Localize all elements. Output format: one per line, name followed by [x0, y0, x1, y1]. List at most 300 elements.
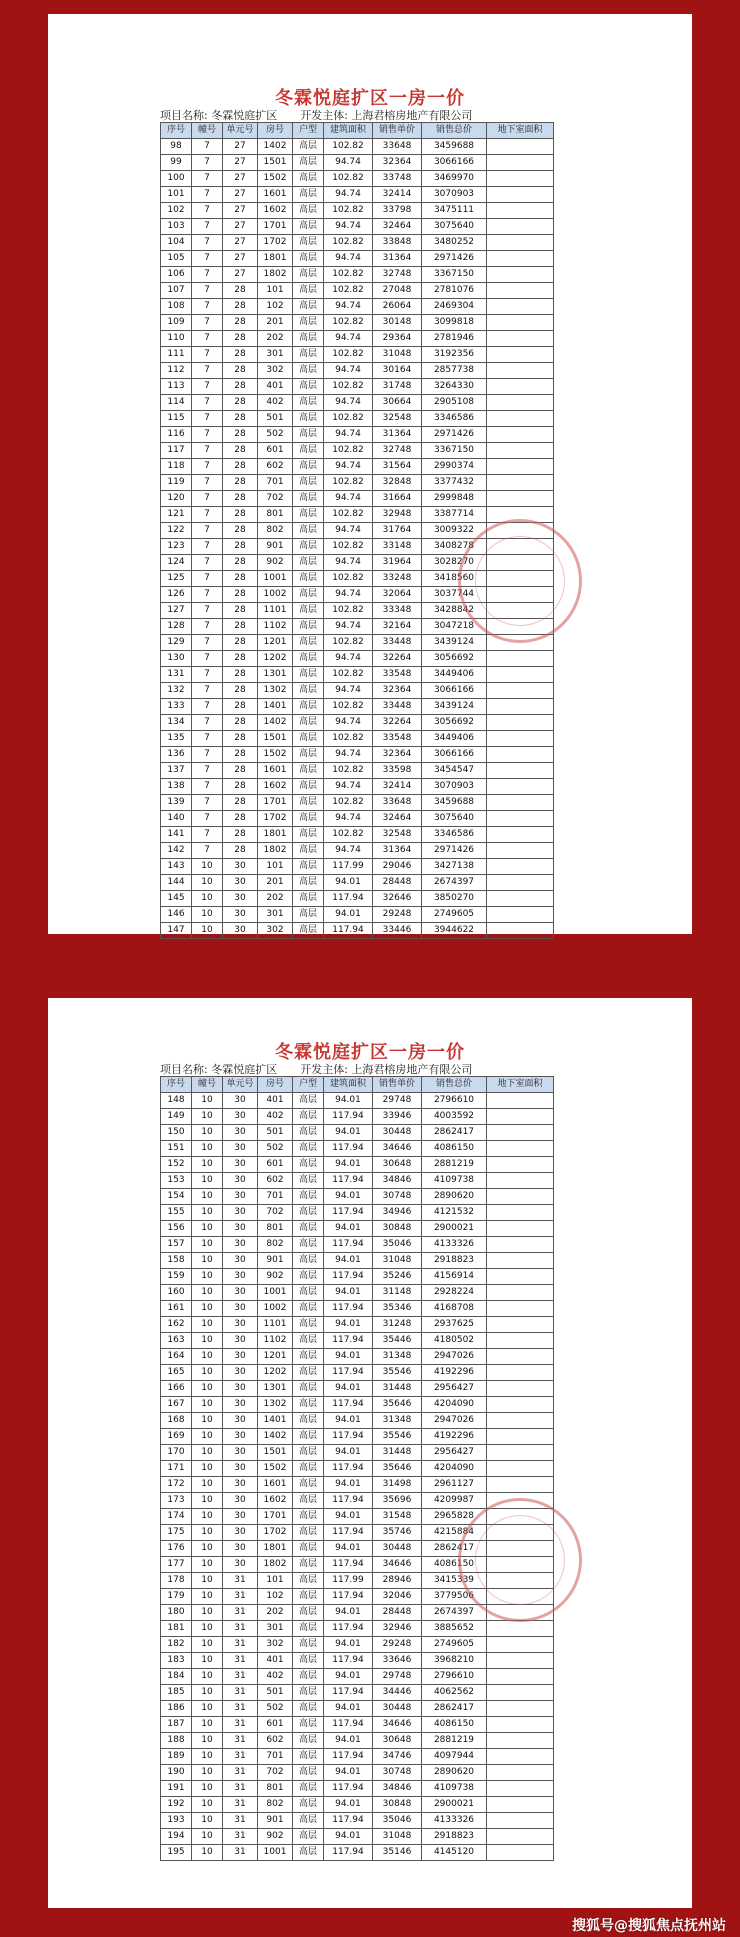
- table-cell: 4109738: [422, 1781, 487, 1797]
- table-cell: 124: [161, 555, 192, 571]
- table-cell: 171: [161, 1461, 192, 1477]
- table-cell: 高层: [293, 1797, 324, 1813]
- table-cell: 高层: [293, 731, 324, 747]
- table-cell: 10: [192, 1109, 223, 1125]
- table-cell: 1402: [258, 1429, 293, 1445]
- table-cell: 10: [192, 1413, 223, 1429]
- table-cell: 30: [223, 1365, 258, 1381]
- table-cell: [487, 779, 554, 795]
- table-cell: 10: [192, 1589, 223, 1605]
- table-cell: 94.74: [324, 491, 373, 507]
- table-cell: 94.74: [324, 555, 373, 571]
- table-cell: 102.82: [324, 507, 373, 523]
- table-cell: 32364: [373, 683, 422, 699]
- table-cell: 131: [161, 667, 192, 683]
- table-cell: 7: [192, 475, 223, 491]
- table-cell: 179: [161, 1589, 192, 1605]
- table-cell: 7: [192, 603, 223, 619]
- table-cell: 高层: [293, 1557, 324, 1573]
- table-cell: 高层: [293, 1493, 324, 1509]
- table-cell: 150: [161, 1125, 192, 1141]
- table-cell: 501: [258, 1685, 293, 1701]
- table-cell: 28: [223, 555, 258, 571]
- table-cell: 302: [258, 1637, 293, 1653]
- table-cell: 31548: [373, 1509, 422, 1525]
- table-cell: [487, 731, 554, 747]
- table-row: [161, 1269, 554, 1285]
- table-cell: 高层: [293, 155, 324, 171]
- table-cell: 302: [258, 363, 293, 379]
- table-cell: 3070903: [422, 779, 487, 795]
- table-cell: 3475111: [422, 203, 487, 219]
- table-cell: 167: [161, 1397, 192, 1413]
- table-cell: 高层: [293, 139, 324, 155]
- table-cell: [487, 251, 554, 267]
- table-cell: 601: [258, 1717, 293, 1733]
- table-row: [161, 1125, 554, 1141]
- table-cell: 1802: [258, 267, 293, 283]
- table-cell: [487, 1189, 554, 1205]
- table-cell: 163: [161, 1333, 192, 1349]
- table-cell: 29748: [373, 1669, 422, 1685]
- table-cell: 高层: [293, 651, 324, 667]
- table-cell: 28: [223, 795, 258, 811]
- table-cell: 94.01: [324, 1765, 373, 1781]
- table-cell: 28: [223, 747, 258, 763]
- table-cell: 30: [223, 1317, 258, 1333]
- table-cell: 29248: [373, 1637, 422, 1653]
- table-cell: 28448: [373, 1605, 422, 1621]
- table-cell: 102.82: [324, 571, 373, 587]
- table-cell: 30448: [373, 1125, 422, 1141]
- table-cell: 高层: [293, 1781, 324, 1797]
- table-cell: 94.74: [324, 251, 373, 267]
- table-cell: 31964: [373, 555, 422, 571]
- table-cell: 高层: [293, 891, 324, 907]
- table-cell: 7: [192, 299, 223, 315]
- table-cell: [487, 1413, 554, 1429]
- table-cell: 32264: [373, 715, 422, 731]
- table-cell: 1301: [258, 667, 293, 683]
- table-cell: 高层: [293, 411, 324, 427]
- table-cell: 28: [223, 667, 258, 683]
- table-cell: 30664: [373, 395, 422, 411]
- table-cell: 10: [192, 1765, 223, 1781]
- table-cell: 173: [161, 1493, 192, 1509]
- table-cell: 181: [161, 1621, 192, 1637]
- table-cell: 7: [192, 203, 223, 219]
- table-cell: 28: [223, 315, 258, 331]
- table-row: [161, 1717, 554, 1733]
- table-cell: 10: [192, 1557, 223, 1573]
- table-cell: 1702: [258, 1525, 293, 1541]
- table-cell: 1601: [258, 763, 293, 779]
- table-cell: 30: [223, 875, 258, 891]
- table-cell: 94.01: [324, 1093, 373, 1109]
- table-cell: 132: [161, 683, 192, 699]
- table-cell: [487, 459, 554, 475]
- table-cell: 10: [192, 1573, 223, 1589]
- table-cell: 10: [192, 1445, 223, 1461]
- table-cell: 32264: [373, 651, 422, 667]
- table-cell: 7: [192, 827, 223, 843]
- table-cell: 高层: [293, 1301, 324, 1317]
- table-cell: 102.82: [324, 267, 373, 283]
- project-name: 冬霖悦庭扩区: [211, 109, 278, 122]
- table-row: [161, 299, 554, 315]
- table-cell: 30: [223, 1269, 258, 1285]
- table-cell: 186: [161, 1701, 192, 1717]
- table-cell: 35696: [373, 1493, 422, 1509]
- table-cell: 102.82: [324, 283, 373, 299]
- table-cell: 194: [161, 1829, 192, 1845]
- table-cell: [487, 1237, 554, 1253]
- table-cell: 94.74: [324, 331, 373, 347]
- table-cell: [487, 363, 554, 379]
- table-cell: 2881219: [422, 1157, 487, 1173]
- table-cell: 402: [258, 395, 293, 411]
- table-cell: [487, 395, 554, 411]
- table-cell: [487, 1093, 554, 1109]
- table-cell: 117.94: [324, 1621, 373, 1637]
- table-cell: 142: [161, 843, 192, 859]
- table-cell: 168: [161, 1413, 192, 1429]
- table-cell: 10: [192, 1189, 223, 1205]
- table-row: [161, 1221, 554, 1237]
- table-cell: 33448: [373, 635, 422, 651]
- table-cell: 121: [161, 507, 192, 523]
- table-row: [161, 1429, 554, 1445]
- table-row: [161, 363, 554, 379]
- table-cell: 106: [161, 267, 192, 283]
- table-cell: 31: [223, 1637, 258, 1653]
- table-cell: 7: [192, 267, 223, 283]
- table-cell: 31048: [373, 1253, 422, 1269]
- table-cell: 27: [223, 203, 258, 219]
- table-cell: 10: [192, 1733, 223, 1749]
- table-cell: 117.94: [324, 1653, 373, 1669]
- table-cell: 31: [223, 1589, 258, 1605]
- table-cell: 1602: [258, 779, 293, 795]
- table-cell: [487, 443, 554, 459]
- table-cell: 94.74: [324, 715, 373, 731]
- table-cell: 高层: [293, 875, 324, 891]
- table-cell: 1702: [258, 235, 293, 251]
- table-cell: 高层: [293, 1333, 324, 1349]
- table-cell: 30748: [373, 1189, 422, 1205]
- table-cell: 701: [258, 1189, 293, 1205]
- table-cell: 高层: [293, 811, 324, 827]
- table-cell: [487, 411, 554, 427]
- table-row: [161, 459, 554, 475]
- column-header: 单元号: [223, 1077, 258, 1093]
- table-cell: 102.82: [324, 667, 373, 683]
- table-row: [161, 1477, 554, 1493]
- column-header: 房号: [258, 123, 293, 139]
- table-cell: 127: [161, 603, 192, 619]
- column-header: 销售总价: [422, 1077, 487, 1093]
- table-cell: 1102: [258, 619, 293, 635]
- sheet-title: 冬霖悦庭扩区一房一价: [275, 88, 465, 109]
- table-cell: [487, 747, 554, 763]
- table-cell: 702: [258, 1205, 293, 1221]
- table-cell: 31364: [373, 843, 422, 859]
- table-cell: 高层: [293, 1157, 324, 1173]
- table-cell: 1202: [258, 651, 293, 667]
- table-cell: 高层: [293, 1381, 324, 1397]
- table-cell: 10: [192, 1637, 223, 1653]
- table-cell: 高层: [293, 315, 324, 331]
- table-cell: 4215884: [422, 1525, 487, 1541]
- table-cell: 高层: [293, 299, 324, 315]
- table-cell: 102.82: [324, 795, 373, 811]
- table-cell: [487, 1109, 554, 1125]
- table-cell: 4003592: [422, 1109, 487, 1125]
- table-cell: 1502: [258, 1461, 293, 1477]
- table-cell: 高层: [293, 635, 324, 651]
- table-row: [161, 747, 554, 763]
- table-cell: 7: [192, 283, 223, 299]
- table-cell: 10: [192, 1317, 223, 1333]
- table-cell: 117.94: [324, 1205, 373, 1221]
- table-cell: 30: [223, 1125, 258, 1141]
- table-cell: 3056692: [422, 715, 487, 731]
- table-cell: 30: [223, 1253, 258, 1269]
- table-cell: 30: [223, 1381, 258, 1397]
- table-cell: 602: [258, 1173, 293, 1189]
- table-cell: 3075640: [422, 811, 487, 827]
- table-cell: 10: [192, 1509, 223, 1525]
- column-header: 序号: [161, 1077, 192, 1093]
- table-cell: 28: [223, 571, 258, 587]
- table-row: [161, 683, 554, 699]
- table-cell: 7: [192, 683, 223, 699]
- table-cell: 高层: [293, 1189, 324, 1205]
- table-cell: 602: [258, 459, 293, 475]
- table-cell: 141: [161, 827, 192, 843]
- table-cell: 2469304: [422, 299, 487, 315]
- table-cell: [487, 891, 554, 907]
- table-cell: 高层: [293, 1749, 324, 1765]
- table-cell: 28: [223, 811, 258, 827]
- table-cell: 高层: [293, 923, 324, 939]
- table-cell: 94.01: [324, 1381, 373, 1397]
- table-cell: 7: [192, 715, 223, 731]
- table-cell: 1601: [258, 187, 293, 203]
- table-row: [161, 411, 554, 427]
- table-cell: 34846: [373, 1781, 422, 1797]
- table-cell: 高层: [293, 283, 324, 299]
- table-cell: 182: [161, 1637, 192, 1653]
- table-cell: 172: [161, 1477, 192, 1493]
- column-header: 销售单价: [373, 123, 422, 139]
- table-cell: 102.82: [324, 475, 373, 491]
- table-cell: 115: [161, 411, 192, 427]
- company-seal: [458, 519, 582, 643]
- table-cell: 158: [161, 1253, 192, 1269]
- table-cell: 高层: [293, 187, 324, 203]
- table-cell: 高层: [293, 1605, 324, 1621]
- table-cell: 高层: [293, 1141, 324, 1157]
- table-cell: [487, 923, 554, 939]
- table-cell: 94.74: [324, 843, 373, 859]
- table-cell: 31: [223, 1813, 258, 1829]
- table-cell: 502: [258, 1701, 293, 1717]
- table-cell: 109: [161, 315, 192, 331]
- table-row: [161, 491, 554, 507]
- table-cell: 2956427: [422, 1445, 487, 1461]
- table-cell: 29248: [373, 907, 422, 923]
- table-cell: 166: [161, 1381, 192, 1397]
- table-cell: 3439124: [422, 635, 487, 651]
- table-cell: 160: [161, 1285, 192, 1301]
- table-cell: 28: [223, 523, 258, 539]
- table-cell: 401: [258, 379, 293, 395]
- table-cell: 30848: [373, 1221, 422, 1237]
- table-cell: 3850270: [422, 891, 487, 907]
- table-cell: 94.01: [324, 1189, 373, 1205]
- table-cell: 102: [258, 299, 293, 315]
- table-row: [161, 1189, 554, 1205]
- table-cell: 401: [258, 1653, 293, 1669]
- table-cell: 3346586: [422, 827, 487, 843]
- table-cell: 117.94: [324, 1525, 373, 1541]
- table-cell: [487, 715, 554, 731]
- table-cell: 191: [161, 1781, 192, 1797]
- table-cell: 4133326: [422, 1237, 487, 1253]
- column-header: 房号: [258, 1077, 293, 1093]
- table-cell: 94.01: [324, 1285, 373, 1301]
- table-cell: 33548: [373, 731, 422, 747]
- table-cell: 117.94: [324, 1173, 373, 1189]
- table-cell: 117.94: [324, 1365, 373, 1381]
- table-cell: 高层: [293, 1093, 324, 1109]
- table-cell: 94.74: [324, 395, 373, 411]
- table-cell: 801: [258, 1221, 293, 1237]
- table-cell: 高层: [293, 475, 324, 491]
- table-cell: 34646: [373, 1141, 422, 1157]
- table-cell: 31748: [373, 379, 422, 395]
- table-cell: 7: [192, 139, 223, 155]
- table-cell: 102.82: [324, 635, 373, 651]
- table-cell: 高层: [293, 1669, 324, 1685]
- table-cell: 高层: [293, 443, 324, 459]
- table-cell: 高层: [293, 747, 324, 763]
- table-cell: [487, 811, 554, 827]
- table-cell: 178: [161, 1573, 192, 1589]
- table-cell: 31364: [373, 427, 422, 443]
- table-cell: 27: [223, 219, 258, 235]
- table-cell: 137: [161, 763, 192, 779]
- table-cell: 94.74: [324, 779, 373, 795]
- table-row: [161, 347, 554, 363]
- table-cell: 2881219: [422, 1733, 487, 1749]
- table-cell: 102.82: [324, 411, 373, 427]
- table-cell: 高层: [293, 203, 324, 219]
- table-cell: 2674397: [422, 1605, 487, 1621]
- table-cell: [487, 1653, 554, 1669]
- table-cell: 32414: [373, 779, 422, 795]
- table-cell: 10: [192, 1685, 223, 1701]
- table-cell: 10: [192, 1749, 223, 1765]
- table-cell: 30: [223, 859, 258, 875]
- table-cell: [487, 1829, 554, 1845]
- table-cell: 174: [161, 1509, 192, 1525]
- table-row: [161, 1253, 554, 1269]
- table-cell: 高层: [293, 1205, 324, 1221]
- table-cell: 33648: [373, 139, 422, 155]
- table-cell: [487, 1445, 554, 1461]
- table-cell: 高层: [293, 795, 324, 811]
- table-cell: 高层: [293, 779, 324, 795]
- table-cell: 116: [161, 427, 192, 443]
- table-cell: 高层: [293, 571, 324, 587]
- table-cell: 1801: [258, 827, 293, 843]
- table-cell: 34646: [373, 1717, 422, 1733]
- table-cell: 2971426: [422, 843, 487, 859]
- table-cell: 94.01: [324, 1669, 373, 1685]
- table-cell: 高层: [293, 1829, 324, 1845]
- table-cell: 102.82: [324, 603, 373, 619]
- table-row: [161, 891, 554, 907]
- table-cell: 94.74: [324, 363, 373, 379]
- table-cell: 1601: [258, 1477, 293, 1493]
- table-cell: 2749605: [422, 1637, 487, 1653]
- table-cell: 30848: [373, 1797, 422, 1813]
- table-cell: 27: [223, 171, 258, 187]
- table-cell: 3428842: [422, 603, 487, 619]
- table-cell: 34446: [373, 1685, 422, 1701]
- table-cell: 10: [192, 1621, 223, 1637]
- table-cell: 99: [161, 155, 192, 171]
- table-cell: 3418560: [422, 571, 487, 587]
- table-cell: 1102: [258, 1333, 293, 1349]
- table-cell: 高层: [293, 171, 324, 187]
- table-cell: 190: [161, 1765, 192, 1781]
- table-cell: 28946: [373, 1573, 422, 1589]
- table-cell: 94.01: [324, 1701, 373, 1717]
- table-cell: 162: [161, 1317, 192, 1333]
- table-cell: 1802: [258, 1557, 293, 1573]
- table-cell: 2796610: [422, 1669, 487, 1685]
- table-cell: 31: [223, 1621, 258, 1637]
- table-cell: [487, 331, 554, 347]
- table-row: [161, 1397, 554, 1413]
- table-cell: 28: [223, 587, 258, 603]
- table-cell: 7: [192, 763, 223, 779]
- table-cell: 10: [192, 1381, 223, 1397]
- price-table: [160, 1076, 554, 1861]
- table-cell: [487, 843, 554, 859]
- table-cell: 1401: [258, 699, 293, 715]
- table-cell: 31: [223, 1717, 258, 1733]
- table-cell: 117.94: [324, 891, 373, 907]
- table-cell: 2781076: [422, 283, 487, 299]
- table-cell: 117.94: [324, 1781, 373, 1797]
- table-cell: 33748: [373, 171, 422, 187]
- table-cell: 31: [223, 1701, 258, 1717]
- table-row: [161, 1461, 554, 1477]
- table-cell: 31764: [373, 523, 422, 539]
- table-cell: 1401: [258, 1413, 293, 1429]
- table-cell: 7: [192, 523, 223, 539]
- table-cell: 502: [258, 1141, 293, 1157]
- table-cell: 28: [223, 843, 258, 859]
- table-cell: 3264330: [422, 379, 487, 395]
- table-cell: 2956427: [422, 1381, 487, 1397]
- table-cell: 30: [223, 1557, 258, 1573]
- table-cell: 7: [192, 155, 223, 171]
